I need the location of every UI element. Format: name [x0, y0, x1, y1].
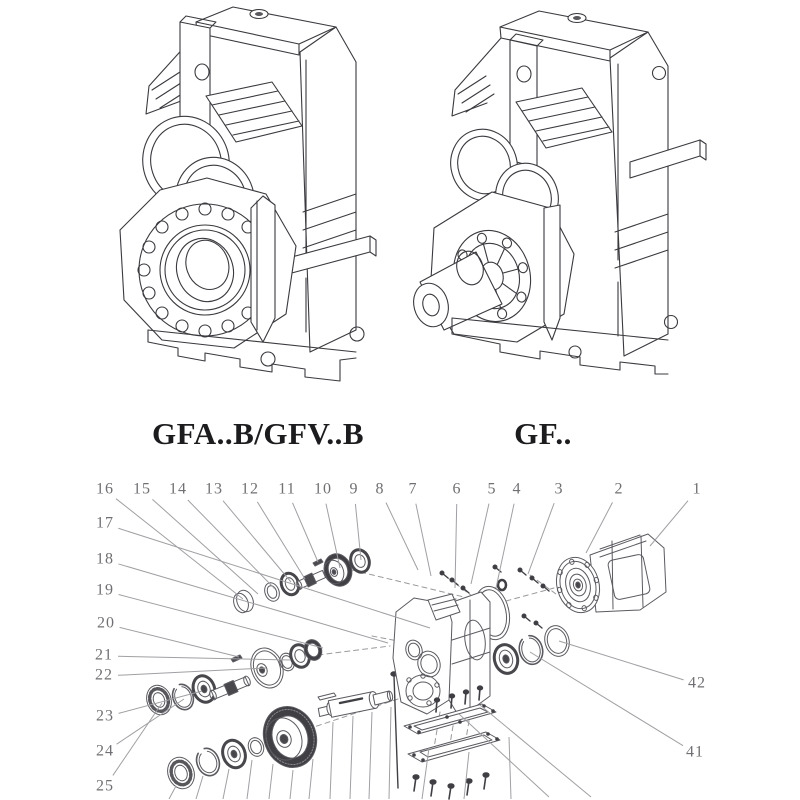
callout-13: 13 — [205, 480, 223, 498]
gearbox-iso-drawing-right — [409, 11, 706, 374]
callout-9: 9 — [349, 480, 359, 498]
callout-23: 23 — [96, 707, 114, 725]
callout-20: 20 — [97, 614, 115, 632]
callout-11: 11 — [278, 480, 296, 498]
callout-12: 12 — [241, 480, 259, 498]
gearbox-iso-drawing-left — [120, 7, 376, 381]
part-intermediate-cluster — [143, 637, 325, 718]
part-housing — [393, 592, 490, 718]
callout-14: 14 — [169, 480, 187, 498]
model-label-gfab-gfvb: GFA..B/GFV..B — [151, 416, 365, 451]
callout-10: 10 — [314, 480, 332, 498]
callout-41: 41 — [686, 743, 704, 761]
callout-25: 25 — [96, 777, 114, 795]
exploded-parts — [143, 534, 666, 799]
callout-16: 16 — [96, 480, 114, 498]
part-motor-adapter — [550, 534, 666, 618]
callout-17: 17 — [96, 514, 114, 532]
callout-8: 8 — [375, 480, 385, 498]
part-output-cluster — [163, 691, 393, 793]
part-input-pinion-cluster — [231, 547, 372, 615]
callout-7: 7 — [408, 480, 418, 498]
callout-1: 1 — [692, 480, 702, 498]
callout-4: 4 — [512, 480, 522, 498]
part-key — [313, 559, 323, 566]
callout-15: 15 — [133, 480, 151, 498]
callout-42: 42 — [688, 674, 706, 692]
callout-22: 22 — [95, 666, 113, 684]
callout-5: 5 — [487, 480, 497, 498]
model-label-gf: GF.. — [514, 416, 572, 451]
callout-19: 19 — [96, 581, 114, 599]
callout-21: 21 — [95, 646, 113, 664]
callout-2: 2 — [614, 480, 624, 498]
callout-3: 3 — [554, 480, 564, 498]
part-key — [318, 693, 336, 700]
part-long-bolt — [391, 672, 398, 788]
callout-6: 6 — [452, 480, 462, 498]
callout-24: 24 — [96, 742, 114, 760]
callout-18: 18 — [96, 550, 114, 568]
